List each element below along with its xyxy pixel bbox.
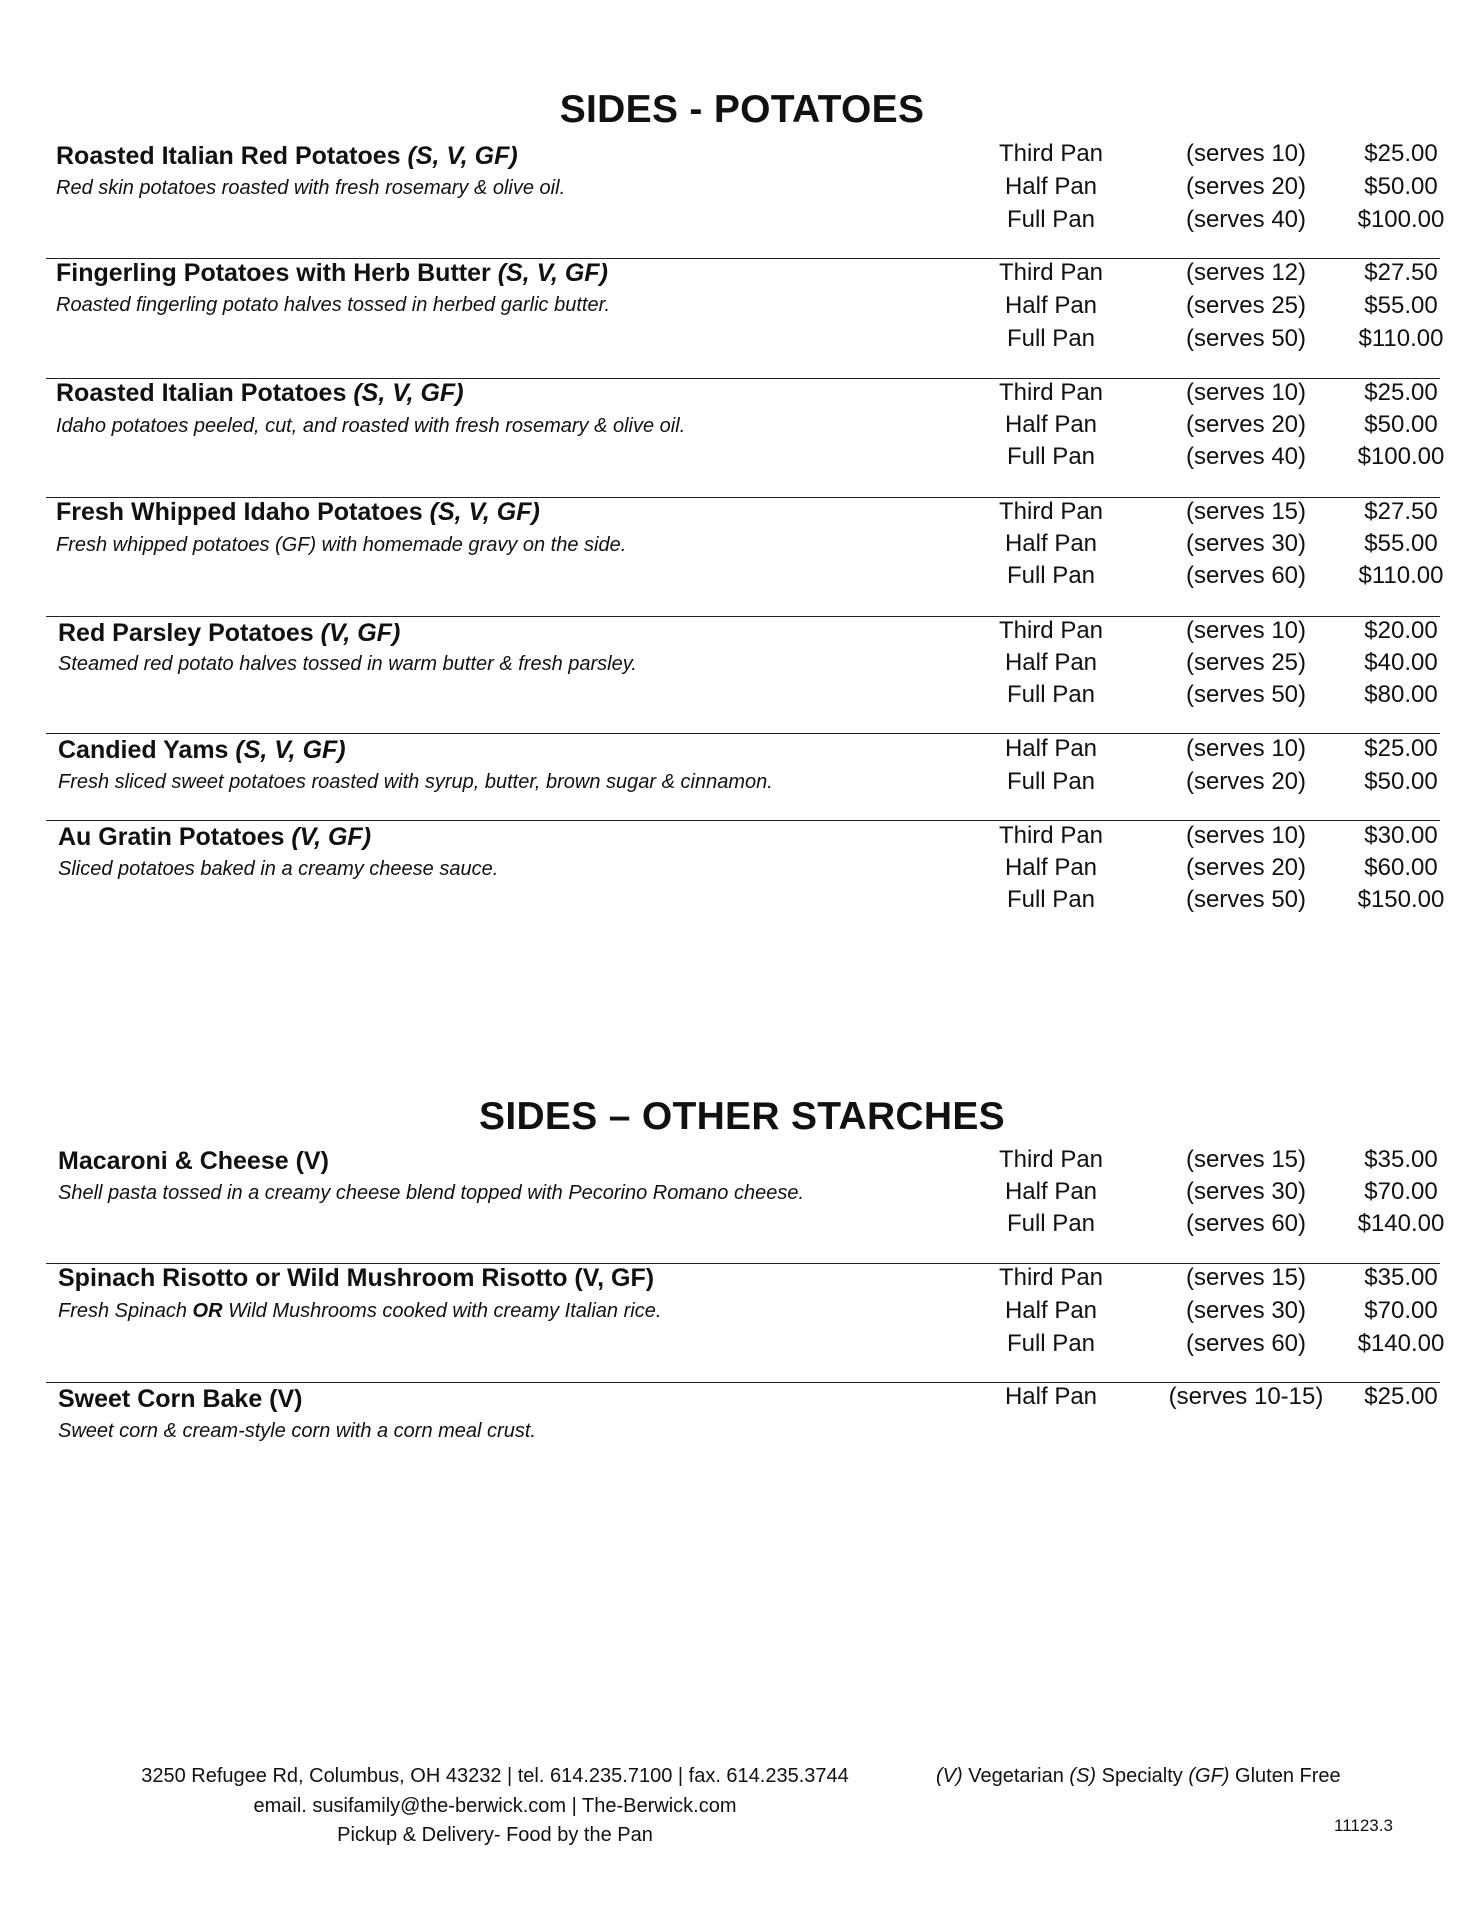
price-option xyxy=(46,206,1445,238)
price: $140.00 xyxy=(1357,1330,1445,1357)
pan-size: Half Pan xyxy=(1004,292,1098,319)
item-description: Fresh whipped potatoes (GF) with homemade gravy on the side. xyxy=(56,534,627,556)
price: $110.00 xyxy=(1358,325,1444,352)
item-title: Spinach Risotto or Wild Mushroom Risotto (V, GF) xyxy=(58,1264,655,1292)
item-description: Fresh sliced sweet potatoes roasted with syrup, butter, brown sugar & cinnamon. xyxy=(58,771,773,793)
price: $55.00 xyxy=(1364,530,1438,557)
footer-email: email. susifamily@the-berwick.com | The-Berwick.com xyxy=(253,1795,737,1817)
item-title: Roasted Italian Red Potatoes xyxy=(56,142,401,170)
serves-count: (serves 20) xyxy=(1185,411,1307,438)
price-option xyxy=(46,530,1440,562)
pan-size: Half Pan xyxy=(1004,1297,1098,1324)
price: $140.00 xyxy=(1357,1210,1445,1237)
menu-item xyxy=(46,1145,1445,1263)
pan-size: Third Pan xyxy=(998,498,1104,525)
item-title: Red Parsley Potatoes xyxy=(58,619,314,647)
item-description: Sliced potatoes baked in a creamy cheese sauce. xyxy=(58,858,499,880)
item-description: Roasted fingerling potato halves tossed in herbed garlic butter. xyxy=(56,294,611,316)
menu-item xyxy=(46,258,1444,377)
legend-code: (V) xyxy=(936,1765,963,1787)
price-option xyxy=(46,854,1440,886)
serves-count: (serves 25) xyxy=(1185,649,1307,676)
item-description: Shell pasta tossed in a creamy cheese blend topped with Pecorino Romano cheese. xyxy=(58,1182,805,1204)
price-option xyxy=(46,617,1440,649)
menu-item xyxy=(46,497,1444,616)
pan-size: Half Pan xyxy=(1004,854,1098,881)
item-tags: (V, GF) xyxy=(320,619,401,647)
price-option xyxy=(46,735,1440,767)
serves-count: (serves 30) xyxy=(1185,530,1307,557)
pan-size: Third Pan xyxy=(998,1264,1104,1291)
menu-item xyxy=(46,1382,1440,1463)
price-option xyxy=(46,173,1440,205)
price-option xyxy=(46,768,1440,800)
serves-count: (serves 10) xyxy=(1185,822,1307,849)
pan-size: Full Pan xyxy=(1006,886,1096,913)
price-option xyxy=(46,886,1445,918)
price-option xyxy=(46,822,1440,854)
price: $27.50 xyxy=(1364,498,1438,525)
price: $20.00 xyxy=(1364,617,1438,644)
pan-size: Half Pan xyxy=(1004,173,1098,200)
pan-size: Half Pan xyxy=(1004,411,1098,438)
price: $25.00 xyxy=(1364,140,1438,167)
menu-item xyxy=(46,616,1440,732)
serves-count: (serves 10) xyxy=(1185,735,1307,762)
item-title: Fingerling Potatoes with Herb Butter xyxy=(56,259,491,287)
serves-count: (serves 10) xyxy=(1185,379,1307,406)
price-option xyxy=(46,1146,1440,1178)
price: $25.00 xyxy=(1364,1383,1438,1410)
legend-code: (GF) xyxy=(1188,1765,1230,1787)
serves-count: (serves 40) xyxy=(1185,443,1307,470)
price-option xyxy=(46,140,1440,172)
price-option xyxy=(46,443,1445,475)
price: $40.00 xyxy=(1364,649,1438,676)
item-title: Au Gratin Potatoes xyxy=(58,823,285,851)
item-description: Red skin potatoes roasted with fresh rosemary & olive oil. xyxy=(56,177,566,199)
price: $100.00 xyxy=(1357,443,1445,470)
serves-count: (serves 12) xyxy=(1185,259,1307,286)
price-option xyxy=(46,292,1440,324)
price: $30.00 xyxy=(1364,822,1438,849)
pan-size: Full Pan xyxy=(1006,1330,1096,1357)
item-title: Candied Yams xyxy=(58,736,229,764)
price: $70.00 xyxy=(1364,1297,1438,1324)
menu-item xyxy=(46,1263,1445,1382)
serves-count: (serves 60) xyxy=(1185,562,1307,589)
price: $55.00 xyxy=(1364,292,1438,319)
serves-count: (serves 40) xyxy=(1185,206,1307,233)
pan-size: Half Pan xyxy=(1004,1178,1098,1205)
price: $80.00 xyxy=(1364,681,1438,708)
pan-size: Half Pan xyxy=(1004,735,1098,762)
price: $50.00 xyxy=(1364,411,1438,438)
item-description: Steamed red potato halves tossed in warm butter & fresh parsley. xyxy=(58,653,637,675)
price-option xyxy=(46,259,1440,291)
price: $150.00 xyxy=(1357,886,1445,913)
dietary-legend xyxy=(936,1765,1341,1788)
pan-size: Full Pan xyxy=(1006,443,1096,470)
pan-size: Half Pan xyxy=(1004,530,1098,557)
legend-label: Gluten Free xyxy=(1229,1765,1341,1787)
pan-size: Third Pan xyxy=(998,617,1104,644)
serves-count: (serves 25) xyxy=(1185,292,1307,319)
price: $35.00 xyxy=(1364,1264,1438,1291)
serves-count: (serves 20) xyxy=(1185,173,1307,200)
pan-size: Half Pan xyxy=(1004,649,1098,676)
desc-emphasis: OR xyxy=(192,1300,223,1322)
price-option xyxy=(46,1330,1445,1362)
serves-count: (serves 10) xyxy=(1185,617,1307,644)
menu-item xyxy=(46,378,1445,497)
item-description: Idaho potatoes peeled, cut, and roasted with fresh rosemary & olive oil. xyxy=(56,415,686,437)
item-tags: (V, GF) xyxy=(291,823,372,851)
menu-item xyxy=(46,820,1445,931)
serves-count: (serves 20) xyxy=(1185,768,1307,795)
section-title: SIDES – OTHER STARCHES xyxy=(479,1095,1005,1138)
pan-size: Third Pan xyxy=(998,1146,1104,1173)
footer-tagline: Pickup & Delivery- Food by the Pan xyxy=(337,1824,653,1846)
pan-size: Third Pan xyxy=(998,259,1104,286)
serves-count: (serves 50) xyxy=(1185,681,1307,708)
serves-count: (serves 30) xyxy=(1185,1178,1307,1205)
price: $70.00 xyxy=(1364,1178,1438,1205)
item-title: Fresh Whipped Idaho Potatoes xyxy=(56,498,423,526)
price: $25.00 xyxy=(1364,735,1438,762)
serves-count: (serves 15) xyxy=(1185,1264,1307,1291)
price-option xyxy=(46,1210,1445,1242)
item-title: Sweet Corn Bake (V) xyxy=(58,1385,303,1413)
section-title: SIDES - POTATOES xyxy=(559,88,925,131)
pan-size: Full Pan xyxy=(1006,681,1096,708)
legend-code: (S) xyxy=(1069,1765,1097,1787)
item-tags: (S, V, GF) xyxy=(429,498,540,526)
price-option xyxy=(46,1383,1440,1415)
serves-count: (serves 50) xyxy=(1185,325,1307,352)
price-option xyxy=(46,411,1440,443)
price-option xyxy=(46,681,1440,713)
item-tags: (S, V, GF) xyxy=(353,379,464,407)
legend-label: Specialty xyxy=(1096,1765,1189,1787)
item-title: Roasted Italian Potatoes xyxy=(56,379,347,407)
price-option xyxy=(46,325,1444,357)
menu-item xyxy=(46,733,1440,818)
item-tags: (S, V, GF) xyxy=(235,736,346,764)
pan-size: Full Pan xyxy=(1006,768,1096,795)
pan-size: Full Pan xyxy=(1006,325,1096,352)
serves-count: (serves 60) xyxy=(1185,1210,1307,1237)
price: $60.00 xyxy=(1364,854,1438,881)
serves-count: (serves 30) xyxy=(1185,1297,1307,1324)
price-option xyxy=(46,562,1444,594)
pan-size: Full Pan xyxy=(1006,206,1096,233)
menu-item xyxy=(46,140,1445,258)
price-option xyxy=(46,1264,1440,1296)
serves-count: (serves 10-15) xyxy=(1168,1383,1324,1410)
pan-size: Third Pan xyxy=(998,822,1104,849)
serves-count: (serves 50) xyxy=(1185,886,1307,913)
desc-text: Fresh Spinach xyxy=(58,1300,193,1322)
serves-count: (serves 10) xyxy=(1185,140,1307,167)
pan-size: Full Pan xyxy=(1006,1210,1096,1237)
desc-text: Wild Mushrooms cooked with creamy Italian rice. xyxy=(222,1300,662,1322)
item-title: Macaroni & Cheese (V) xyxy=(58,1147,329,1175)
price: $25.00 xyxy=(1364,379,1438,406)
price-option xyxy=(46,498,1440,530)
price: $27.50 xyxy=(1364,259,1438,286)
item-description: Sweet corn & cream-style corn with a corn meal crust. xyxy=(58,1420,536,1442)
price-option xyxy=(46,1297,1440,1329)
footer-address: 3250 Refugee Rd, Columbus, OH 43232 | tel. 614.235.7100 | fax. 614.235.3744 xyxy=(141,1765,849,1787)
price: $50.00 xyxy=(1364,173,1438,200)
legend-label: Vegetarian xyxy=(962,1765,1070,1787)
pan-size: Full Pan xyxy=(1006,562,1096,589)
pan-size: Half Pan xyxy=(1004,1383,1098,1410)
serves-count: (serves 15) xyxy=(1185,1146,1307,1173)
serves-count: (serves 20) xyxy=(1185,854,1307,881)
price: $50.00 xyxy=(1364,768,1438,795)
price: $35.00 xyxy=(1364,1146,1438,1173)
pan-size: Third Pan xyxy=(998,140,1104,167)
item-tags: (S, V, GF) xyxy=(497,259,608,287)
price-option xyxy=(46,649,1440,681)
price: $100.00 xyxy=(1357,206,1445,233)
serves-count: (serves 15) xyxy=(1185,498,1307,525)
price: $110.00 xyxy=(1358,562,1444,589)
serves-count: (serves 60) xyxy=(1185,1330,1307,1357)
price-option xyxy=(46,379,1440,411)
item-tags: (S, V, GF) xyxy=(407,142,518,170)
pan-size: Third Pan xyxy=(998,379,1104,406)
price-option xyxy=(46,1178,1440,1210)
document-number: 11123.3 xyxy=(1334,1816,1393,1835)
